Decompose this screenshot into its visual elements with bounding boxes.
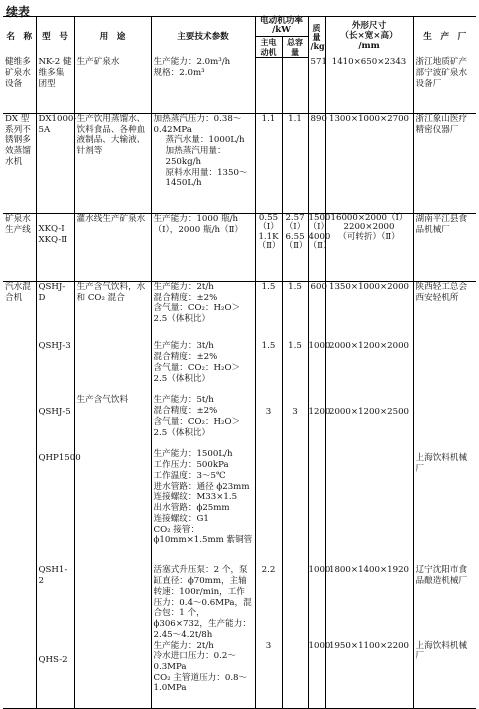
cell-mass: 890 bbox=[308, 113, 325, 213]
cell-main-motor: 3 bbox=[255, 641, 282, 709]
cell-model: QSHJ-D bbox=[36, 281, 74, 341]
cell-mass: 1000 bbox=[308, 341, 325, 395]
cell-main-motor: 0.55 （Ⅰ） 1.1K （Ⅱ） bbox=[255, 213, 282, 281]
cell-dims: 1410×650×2343 bbox=[325, 57, 413, 113]
cell-params: 生产能力：1500L/h 工作压力：500kPa 工作温度：3～5℃ 进水管路：通径 ϕ23mm 连接螺纹：M33×1.5 出水管路：ϕ25mm 连接螺纹：G1 CO₂ 接管：ϕ10mm×1.5mm 紫铜管 bbox=[151, 449, 255, 565]
cell-maker: 湖南平江县食品机械厂 bbox=[413, 213, 476, 281]
cell-model: XKQ-Ⅰ XKQ-Ⅱ bbox=[36, 213, 74, 281]
cell-dims: 2000×1200×2500 bbox=[325, 395, 413, 449]
cell-main-motor: 2.2 bbox=[255, 565, 282, 640]
cell-total bbox=[282, 641, 308, 709]
cell-dims: 1350×1000×2000 bbox=[325, 281, 413, 341]
cell-total: 2.57 （Ⅰ） 6.55 （Ⅱ） bbox=[282, 213, 308, 281]
cell-maker: 上海饮料机械厂 bbox=[413, 449, 476, 565]
cell-total bbox=[282, 57, 308, 113]
cell-mass: 600 bbox=[308, 281, 325, 341]
cell-model: NK-2 健维多集团型 bbox=[36, 57, 74, 113]
cell-params: 生产能力：5t/h 混合精度：±2% 含气量：CO₂：H₂O＞2.5（体积比） bbox=[151, 395, 255, 449]
cell-mass: 1200 bbox=[308, 395, 325, 449]
cell-total: 1.5 bbox=[282, 281, 308, 341]
cell-params: 生产能力：2.0m³/h 规格：2.0m³ bbox=[151, 57, 255, 113]
cell-name: 汽水混合机 bbox=[3, 281, 36, 341]
cell-total: 1.5 bbox=[282, 341, 308, 395]
equipment-table bbox=[3, 16, 476, 709]
cell-main-motor: 1.5 bbox=[255, 341, 282, 395]
cell-name: DX 型系列不锈钢多效蒸馏水机 bbox=[3, 113, 36, 213]
cell-params: 生产能力：2t/h 冷水进口压力：0.2～0.3MPa CO₂ 主管道压力：0.8～1.0MPa bbox=[151, 641, 255, 709]
header-name: 名 称 bbox=[3, 17, 36, 58]
cell-maker: 上海饮料机械厂 bbox=[413, 641, 476, 709]
cell-mass: 571 bbox=[308, 57, 325, 113]
cell-name: 矿泉水生产线 bbox=[3, 213, 36, 281]
cell-dims: 2000×1200×2000 bbox=[325, 341, 413, 395]
cell-dims: 1300×1000×2700 bbox=[325, 113, 413, 213]
cell-mass: 1500 （Ⅰ） 4000 （Ⅱ） bbox=[308, 213, 325, 281]
cell-params: 生产能力：1000 瓶/h（Ⅰ），2000 瓶/h（Ⅱ） bbox=[151, 213, 255, 281]
param-line: 加热蒸汽用量：250kg/h bbox=[165, 146, 226, 167]
cell-params: 生产能力：2t/h 混合精度：±2% 含气量：CO₂：H₂O＞2.5（体积比） bbox=[151, 281, 255, 341]
table-row bbox=[3, 449, 476, 565]
cell-params: 生产能力：3t/h 混合精度：±2% 含气量：CO₂：H₂O＞2.5（体积比） bbox=[151, 341, 255, 395]
cell-mass: 1000 bbox=[308, 565, 325, 640]
header-main-motor: 主电动机 bbox=[255, 36, 282, 57]
table-row bbox=[3, 213, 476, 281]
cell-model: QSHJ-5 bbox=[36, 395, 74, 449]
header-params: 主要技术参数 bbox=[151, 17, 255, 58]
cell-dims: 16000×2000（Ⅰ） 2200×2000 （可转折）（Ⅱ） bbox=[325, 213, 413, 281]
cell-model: QHS-2 bbox=[36, 641, 74, 709]
cell-maker: 浙江地质矿产部宁波矿泉水设备厂 bbox=[413, 57, 476, 113]
page-heading: 续表 bbox=[6, 5, 31, 19]
cell-maker: 浙江象山医疗精密仪器厂 bbox=[413, 113, 476, 213]
table-row bbox=[3, 57, 476, 113]
header-total: 总容量 bbox=[282, 36, 308, 57]
table-row bbox=[3, 395, 476, 449]
header-model: 型 号 bbox=[36, 17, 74, 58]
cell-main-motor: 1.1 bbox=[255, 113, 282, 213]
param-line: 原料水用量：1350～1450L/h bbox=[165, 167, 248, 189]
cell-use: 生产矿泉水 bbox=[74, 57, 151, 113]
table-row bbox=[3, 281, 476, 341]
cell-mass: 1000 bbox=[308, 641, 325, 709]
cell-maker: 辽宁沈阳市食品酿造机械厂 bbox=[413, 565, 476, 640]
header-use: 用 途 bbox=[74, 17, 151, 58]
cell-model: QSH1-2 bbox=[36, 565, 74, 640]
cell-use: 生产含气饮料 bbox=[74, 395, 151, 449]
table-row bbox=[3, 565, 476, 640]
cell-model: QSHJ-3 bbox=[36, 341, 74, 395]
cell-params: 活塞式升压泵：2 个，泵缸直径：ϕ70mm，主轴转速：100r/min，工作压力：0.4～0.6MPa，混合包：1 个，ϕ306×732，生产能力：2.45～4.2t/8h bbox=[151, 565, 255, 640]
header-power: 电动机功率 /kW bbox=[255, 17, 308, 37]
cell-params bbox=[151, 113, 255, 213]
header-mass: 质量 /kg bbox=[308, 17, 325, 58]
table-row bbox=[3, 641, 476, 709]
cell-maker: 陕西轻工总会西安轻机所 bbox=[413, 281, 476, 341]
cell-use: 灌水线生产矿泉水 bbox=[74, 213, 151, 281]
param-line: 蒸汽水量：1000L/h bbox=[165, 135, 245, 146]
table-row bbox=[3, 341, 476, 395]
param-line: 加热蒸汽压力：0.38～0.42MPa bbox=[153, 113, 242, 135]
table-row bbox=[3, 113, 476, 213]
cell-use: 生产含气饮料，水和 CO₂ 混合 bbox=[74, 281, 151, 341]
header-dims: 外形尺寸 （长×宽×高） /mm bbox=[325, 17, 413, 58]
cell-model: DX1000-5A bbox=[36, 113, 74, 213]
header-maker: 生 产 厂 bbox=[413, 17, 476, 58]
cell-total: 1.1 bbox=[282, 113, 308, 213]
cell-dims: 1950×1100×2200 bbox=[325, 641, 413, 709]
cell-model: QHP1500 bbox=[36, 449, 74, 565]
cell-total bbox=[282, 565, 308, 640]
cell-name: 健维多矿泉水设备 bbox=[5, 57, 31, 89]
cell-main-motor: 1.5 bbox=[255, 281, 282, 341]
cell-main-motor bbox=[255, 57, 282, 113]
cell-dims: 1800×1400×1920 bbox=[325, 565, 413, 640]
cell-main-motor: 3 bbox=[255, 395, 282, 449]
cell-total: 3 bbox=[282, 395, 308, 449]
cell-use: 生产饮用蒸馏水、饮料食品、各种血液制品、大输液、针剂等 bbox=[74, 113, 151, 213]
